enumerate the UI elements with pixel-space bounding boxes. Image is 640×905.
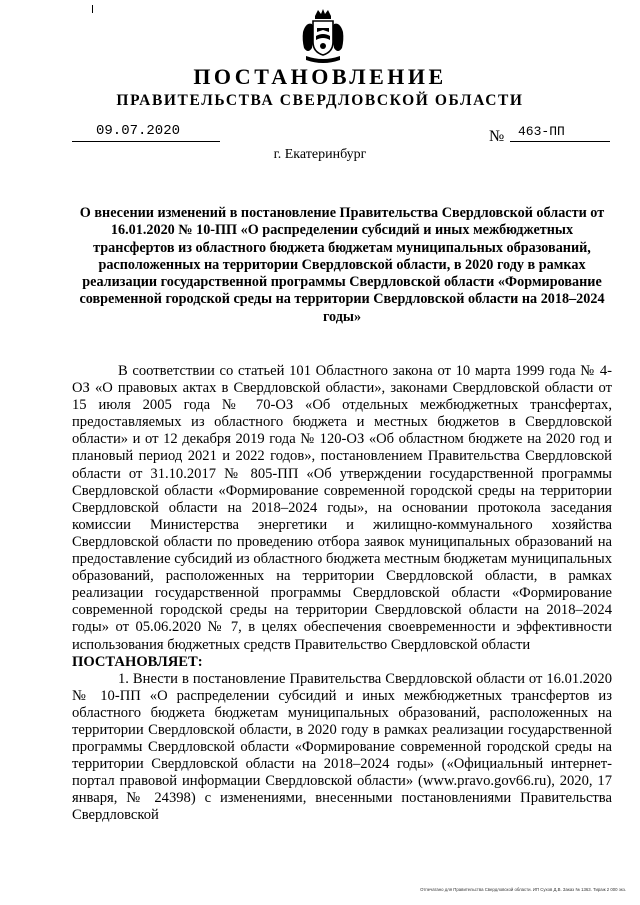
document-number: 463-ПП — [518, 124, 565, 139]
item-1-paragraph: 1. Внести в постановление Правительства Свердловской области от 16.01.2020 № 10-ПП «О распределении субсидий и иных межбюджетных трансфертов из областного бюджета бюджетам муниципальных образований, расположенных на территории Свердловской области, в 2020 году в рамках реализации государственной программы Свердловской области «Формирование современной городской среды на территории Свердловской области на 2018–2024 годы» («Официальный интернет-портал правовой информации Свердловской области» (www.pravo.gov66.ru), 2020, 17 января, № 24398) с изменениями, внесенными постановлениями Правительства Свердловской — [72, 670, 612, 824]
document-body — [72, 363, 612, 825]
date-underline — [72, 141, 220, 142]
print-footer: Отпечатано для Правительства Свердловской области. ИП Сухов Д.В. Заказ № 1363. Тираж 2 000 экз. — [420, 887, 626, 892]
coat-of-arms-icon — [300, 8, 346, 66]
document-city: г. Екатеринбург — [273, 147, 367, 162]
document-subject: О внесении изменений в постановление Правительства Свердловской области от 16.01.2020 № 10-ПП «О распределении субсидий и иных межбюджетных трансфертов из областного бюджета бюджетам муниципальных образований, расположенных на территории Свердловской области, в 2020 году в рамках реализации государственной программы Свердловской области «Формирование современной городской среды на территории Свердловской области на 2018–2024 годы» — [79, 205, 605, 325]
document-date: 09.07.2020 — [96, 123, 181, 139]
decree-word: ПОСТАНОВЛЯЕТ: — [72, 653, 203, 670]
margin-mark — [92, 5, 93, 13]
preamble-paragraph: В соответствии со статьей 101 Областного закона от 10 марта 1999 года № 4-ОЗ «О правовых актах в Свердловской области», законами Свердловской области от 15 июля 2005 года № 70-ОЗ «Об отдельных межбюджетных трансфертах, предоставляемых из областного бюджета и местных бюджетов в Свердловской области» и от 12 декабря 2019 года № 120-ОЗ «Об областном бюджете на 2020 год и плановый период 2021 и 2022 годов», постановлением Правительства Свердловской области от 31.10.2017 № 805-ПП «Об утверждении государственной программы Свердловской области «Формирование современной городской среды на территории Свердловской области на 2018–2024 годы», на основании протокола заседания комиссии Министерства энергетики и жилищно-коммунального хозяйства Свердловской области по проведению отбора заявок муниципальных образований на предоставление субсидий из областного бюджета местным бюджетам муниципальных образований, расположенных на территории Свердловской области, в рамках реализации государственной программы Свердловской области «Формирование современной городской среды на территории Свердловской области на 2018–2024 годы» от 05.06.2020 № 7, в целях обеспечения своевременности и эффективности использования бюджетных средств Правительство Свердловской области — [72, 363, 612, 653]
document-title: ПОСТАНОВЛЕНИЕ — [193, 64, 447, 89]
document-issuer: ПРАВИТЕЛЬСТВА СВЕРДЛОВСКОЙ ОБЛАСТИ — [116, 92, 524, 109]
number-underline — [510, 141, 610, 142]
number-sign: № — [489, 128, 505, 145]
